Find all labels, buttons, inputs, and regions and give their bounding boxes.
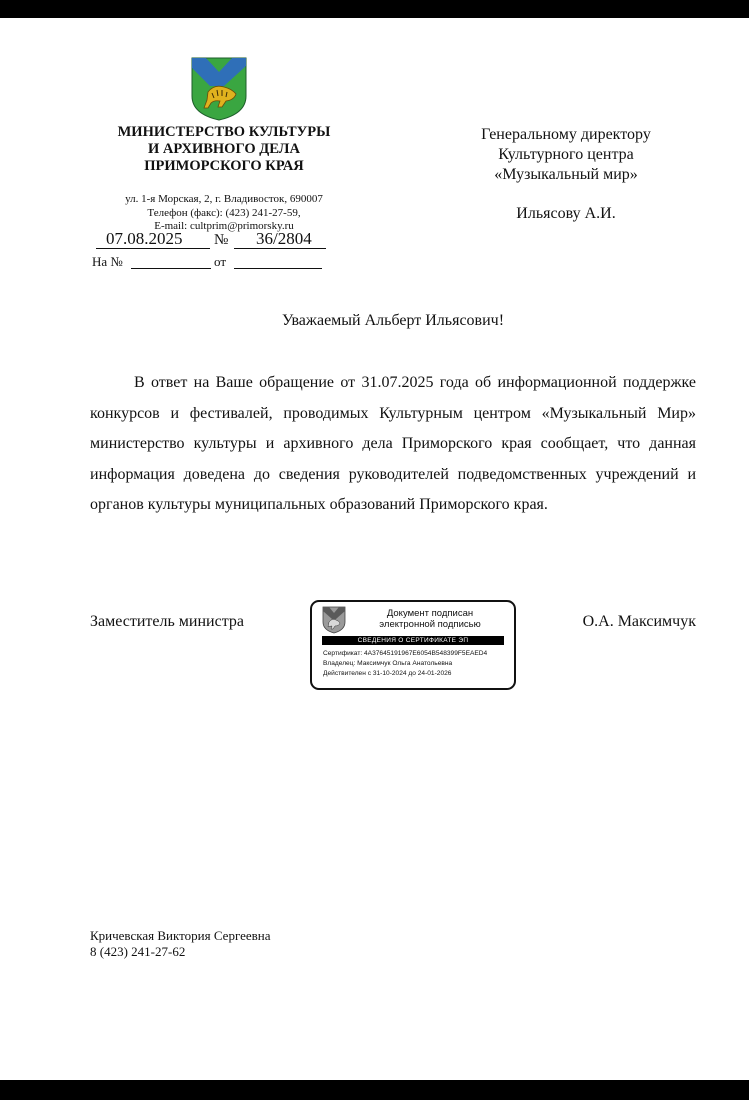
stamp-owner: Владелец: Максимчук Ольга Анатольевна <box>323 660 453 667</box>
bottom-black-bar <box>0 1080 749 1100</box>
executor-phone: 8 (423) 241-27-62 <box>90 944 186 959</box>
address-line: ул. 1-я Морская, 2, г. Владивосток, 690007 <box>125 193 323 205</box>
reply-to-label: На № <box>92 254 123 269</box>
reply-from-label: от <box>214 254 227 269</box>
addressee-block <box>470 125 662 185</box>
email-line: E-mail: cultprim@primorsky.ru <box>154 220 294 232</box>
outgoing-date: 07.08.2025 <box>106 229 183 248</box>
executor-block <box>90 928 271 960</box>
sender-address <box>90 193 358 234</box>
reply-date-underline <box>234 268 322 269</box>
signatory-name: О.А. Максимчук <box>582 613 696 630</box>
stamp-certificate-band: СВЕДЕНИЯ О СЕРТИФИКАТЕ ЭП <box>322 636 504 645</box>
addressee-name: Ильясову А.И. <box>516 205 616 222</box>
primorsky-coat-of-arms-icon <box>190 56 248 122</box>
stamp-heading-line: Документ подписан <box>386 608 474 619</box>
phone-line: Телефон (факс): (423) 241-27-59, <box>147 206 301 219</box>
stamp-heading <box>350 608 510 630</box>
greeting: Уважаемый Альберт Ильясович! <box>281 312 505 329</box>
electronic-signature-stamp <box>310 600 516 690</box>
number-label: № <box>214 232 229 248</box>
stamp-validity: Действителен с 31-10-2024 до 24-01-2026 <box>323 670 452 677</box>
sender-ministry-name <box>90 124 358 175</box>
stamp-certificate-id: Сертификат: 4A37645191967E6054B548399F5EAED4 <box>323 650 488 657</box>
addressee-line: «Музыкальный мир» <box>494 166 638 183</box>
executor-name: Кричевская Виктория Сергеевна <box>90 928 271 943</box>
stamp-heading-line: электронной подписью <box>379 619 481 630</box>
letter-body: В ответ на Ваше обращение от 31.07.2025 года об информационной поддержке конкурсов и фестивалей, проводимых Культурным центром «Музыкальный Мир» министерство культуры и архивного дела Приморского края сообщает, что данная информация доведена до сведения руководителей подведомственных учреждений и органов культуры муниципальных образований Приморского края. <box>90 374 696 513</box>
addressee-line: Генеральному директору <box>481 126 651 143</box>
stamp-emblem-icon <box>322 606 346 634</box>
outgoing-number: 36/2804 <box>256 229 312 248</box>
top-black-bar <box>0 0 749 18</box>
reply-number-underline <box>131 268 211 269</box>
ministry-line: ПРИМОРСКОГО КРАЯ <box>144 158 304 174</box>
ministry-line: МИНИСТЕРСТВО КУЛЬТУРЫ <box>117 124 331 140</box>
ministry-line: И АРХИВНОГО ДЕЛА <box>148 141 300 157</box>
addressee-line: Культурного центра <box>498 146 634 163</box>
signatory-title: Заместитель министра <box>90 613 244 630</box>
